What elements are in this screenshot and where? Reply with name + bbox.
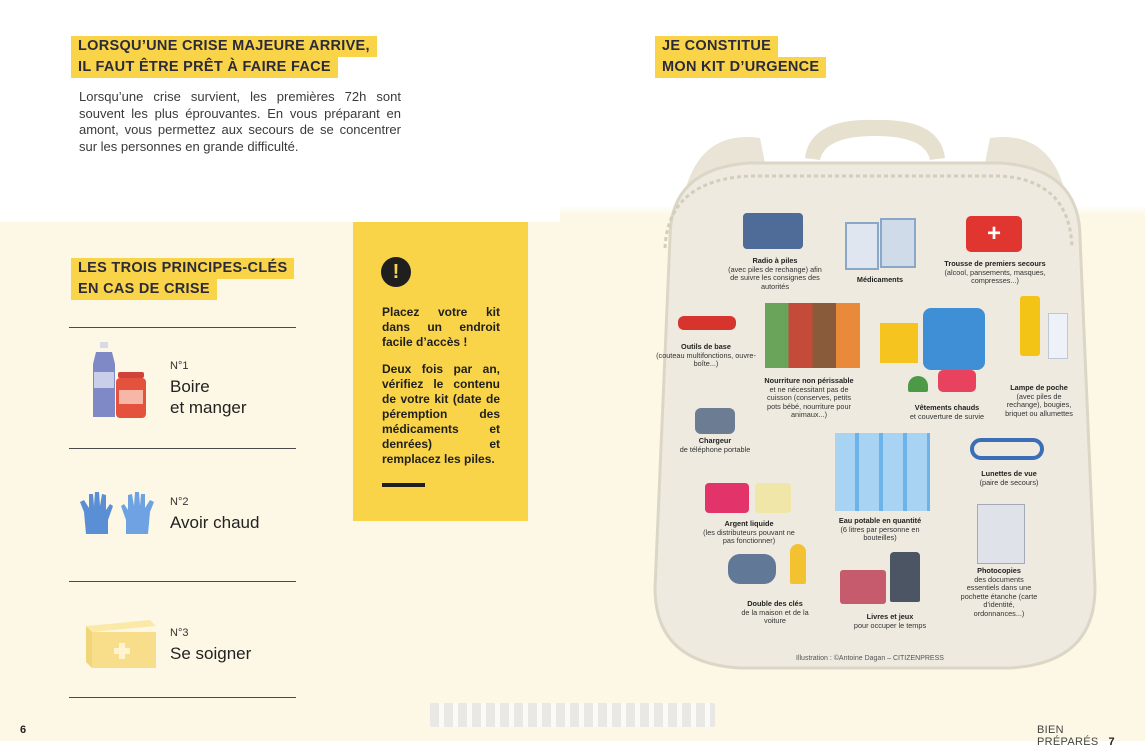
charger-icon bbox=[695, 408, 735, 434]
item-games: Livres et jeux pour occuper le temps bbox=[853, 612, 927, 630]
item-photocopies: Photocopies des documents essentiels dans une pochette étanche (carte d’identité, ordonnances...) bbox=[960, 566, 1038, 618]
water-bottles-icon bbox=[835, 433, 930, 511]
crisis-title-line-1: LORSQU’UNE CRISE MAJEURE ARRIVE, bbox=[71, 36, 377, 57]
kit-title-line-2: MON KIT D’URGENCE bbox=[655, 57, 826, 78]
coins-icon bbox=[755, 483, 791, 513]
principle-number: N°2 bbox=[170, 496, 189, 508]
glasses-icon bbox=[970, 438, 1044, 460]
intro-paragraph: Lorsqu’une crise survient, les premières 72h sont souvent les plus éprouvantes. En vous préparant en amont, vous permettez aux secours de se concentrer sur les personnes en grande difficulté. bbox=[79, 89, 401, 154]
footer-label: BIEN PRÉPARÉS bbox=[1037, 724, 1099, 748]
principles-title-line-1: LES TROIS PRINCIPES-CLÉS bbox=[71, 258, 294, 279]
canned-food-icon bbox=[765, 303, 860, 368]
kit-title-line-1: JE CONSTITUE bbox=[655, 36, 778, 57]
principle-label: Avoir chaud bbox=[170, 513, 260, 532]
house-key-icon bbox=[790, 544, 806, 584]
blurred-watermark bbox=[430, 703, 715, 727]
blanket-icon bbox=[880, 323, 918, 363]
principle-label-line-1: Boire bbox=[170, 377, 210, 396]
bottle-and-jar-icon bbox=[88, 342, 148, 427]
mittens-icon bbox=[938, 370, 976, 392]
principles-title-line-2: EN CAS DE CRISE bbox=[71, 279, 217, 300]
wallet-icon bbox=[705, 483, 749, 513]
principle-number: N°1 bbox=[170, 360, 189, 372]
footer-right bbox=[1037, 724, 1145, 748]
page-number-left: 6 bbox=[20, 724, 27, 736]
principle-3 bbox=[170, 627, 251, 664]
principle-2 bbox=[170, 496, 259, 533]
item-clothes: Vêtements chauds et couverture de survie bbox=[909, 403, 985, 421]
tip-callout bbox=[353, 222, 528, 521]
item-keys: Double des clés de la maison et de la voiture bbox=[741, 599, 809, 625]
item-charger: Chargeur de téléphone portable bbox=[679, 436, 751, 454]
pill-bottle-icon bbox=[880, 218, 916, 268]
kit-title bbox=[655, 36, 826, 78]
principle-label bbox=[170, 376, 247, 418]
item-radio: Radio à piles (avec piles de rechange) afin de suivre les consignes des autorités bbox=[728, 256, 822, 291]
books-icon bbox=[840, 570, 886, 604]
exclamation-icon: ! bbox=[381, 257, 411, 287]
principle-1 bbox=[170, 360, 247, 418]
car-key-icon bbox=[728, 554, 776, 584]
callout-text-1: Placez votre kit dans un endroit facile d’accès ! bbox=[382, 305, 500, 349]
item-tools: Outils de base (couteau multifonctions, ouvre-boîte...) bbox=[656, 342, 756, 368]
crisis-title-line-2: IL FAUT ÊTRE PRÊT À FAIRE FACE bbox=[71, 57, 338, 78]
item-medicine: Médicaments bbox=[856, 275, 904, 284]
item-food: Nourriture non périssable et ne nécessitant pas de cuisson (conserves, petits pots bébé, nourriture pour animaux...) bbox=[764, 376, 854, 419]
divider bbox=[69, 327, 296, 328]
principle-label: Se soigner bbox=[170, 644, 252, 663]
sweater-icon bbox=[923, 308, 985, 370]
principle-number: N°3 bbox=[170, 627, 189, 639]
documents-icon bbox=[977, 504, 1025, 564]
radio-icon bbox=[743, 213, 803, 249]
illustration-credit: Illustration : ©Antoine Dagan – CITIZENPRESS bbox=[796, 655, 944, 662]
gloves-icon bbox=[80, 490, 154, 541]
item-flashlight: Lampe de poche (avec piles de rechange), bougies, briquet ou allumettes bbox=[1005, 383, 1073, 418]
item-glasses: Lunettes de vue (paire de secours) bbox=[979, 469, 1039, 487]
beanie-icon bbox=[908, 376, 928, 392]
item-cash: Argent liquide (les distributeurs pouvant ne pas fonctionner) bbox=[703, 519, 795, 545]
principles-title bbox=[71, 258, 294, 300]
first-aid-box-icon bbox=[82, 618, 158, 675]
crisis-title bbox=[71, 36, 377, 78]
first-aid-kit-icon: + bbox=[966, 216, 1022, 252]
flashlight-icon bbox=[1020, 296, 1040, 356]
callout-bar bbox=[382, 483, 425, 487]
divider bbox=[69, 581, 296, 582]
candles-icon bbox=[1048, 313, 1068, 359]
chess-icon bbox=[890, 552, 920, 602]
callout-text-2: Deux fois par an, vérifiez le contenu de votre kit (date de péremption des médicaments et denrées) et remplacez les piles. bbox=[382, 362, 500, 466]
principle-label-line-2: et manger bbox=[170, 398, 247, 417]
item-first-aid: Trousse de premiers secours (alcool, pansements, masques, compresses...) bbox=[944, 259, 1046, 285]
divider bbox=[69, 697, 296, 698]
item-water: Eau potable en quantité (6 litres par personne en bouteilles) bbox=[838, 516, 922, 542]
page-number-right: 7 bbox=[1108, 736, 1115, 748]
medicine-icon bbox=[845, 222, 879, 270]
divider bbox=[69, 448, 296, 449]
multitool-icon bbox=[678, 316, 736, 330]
